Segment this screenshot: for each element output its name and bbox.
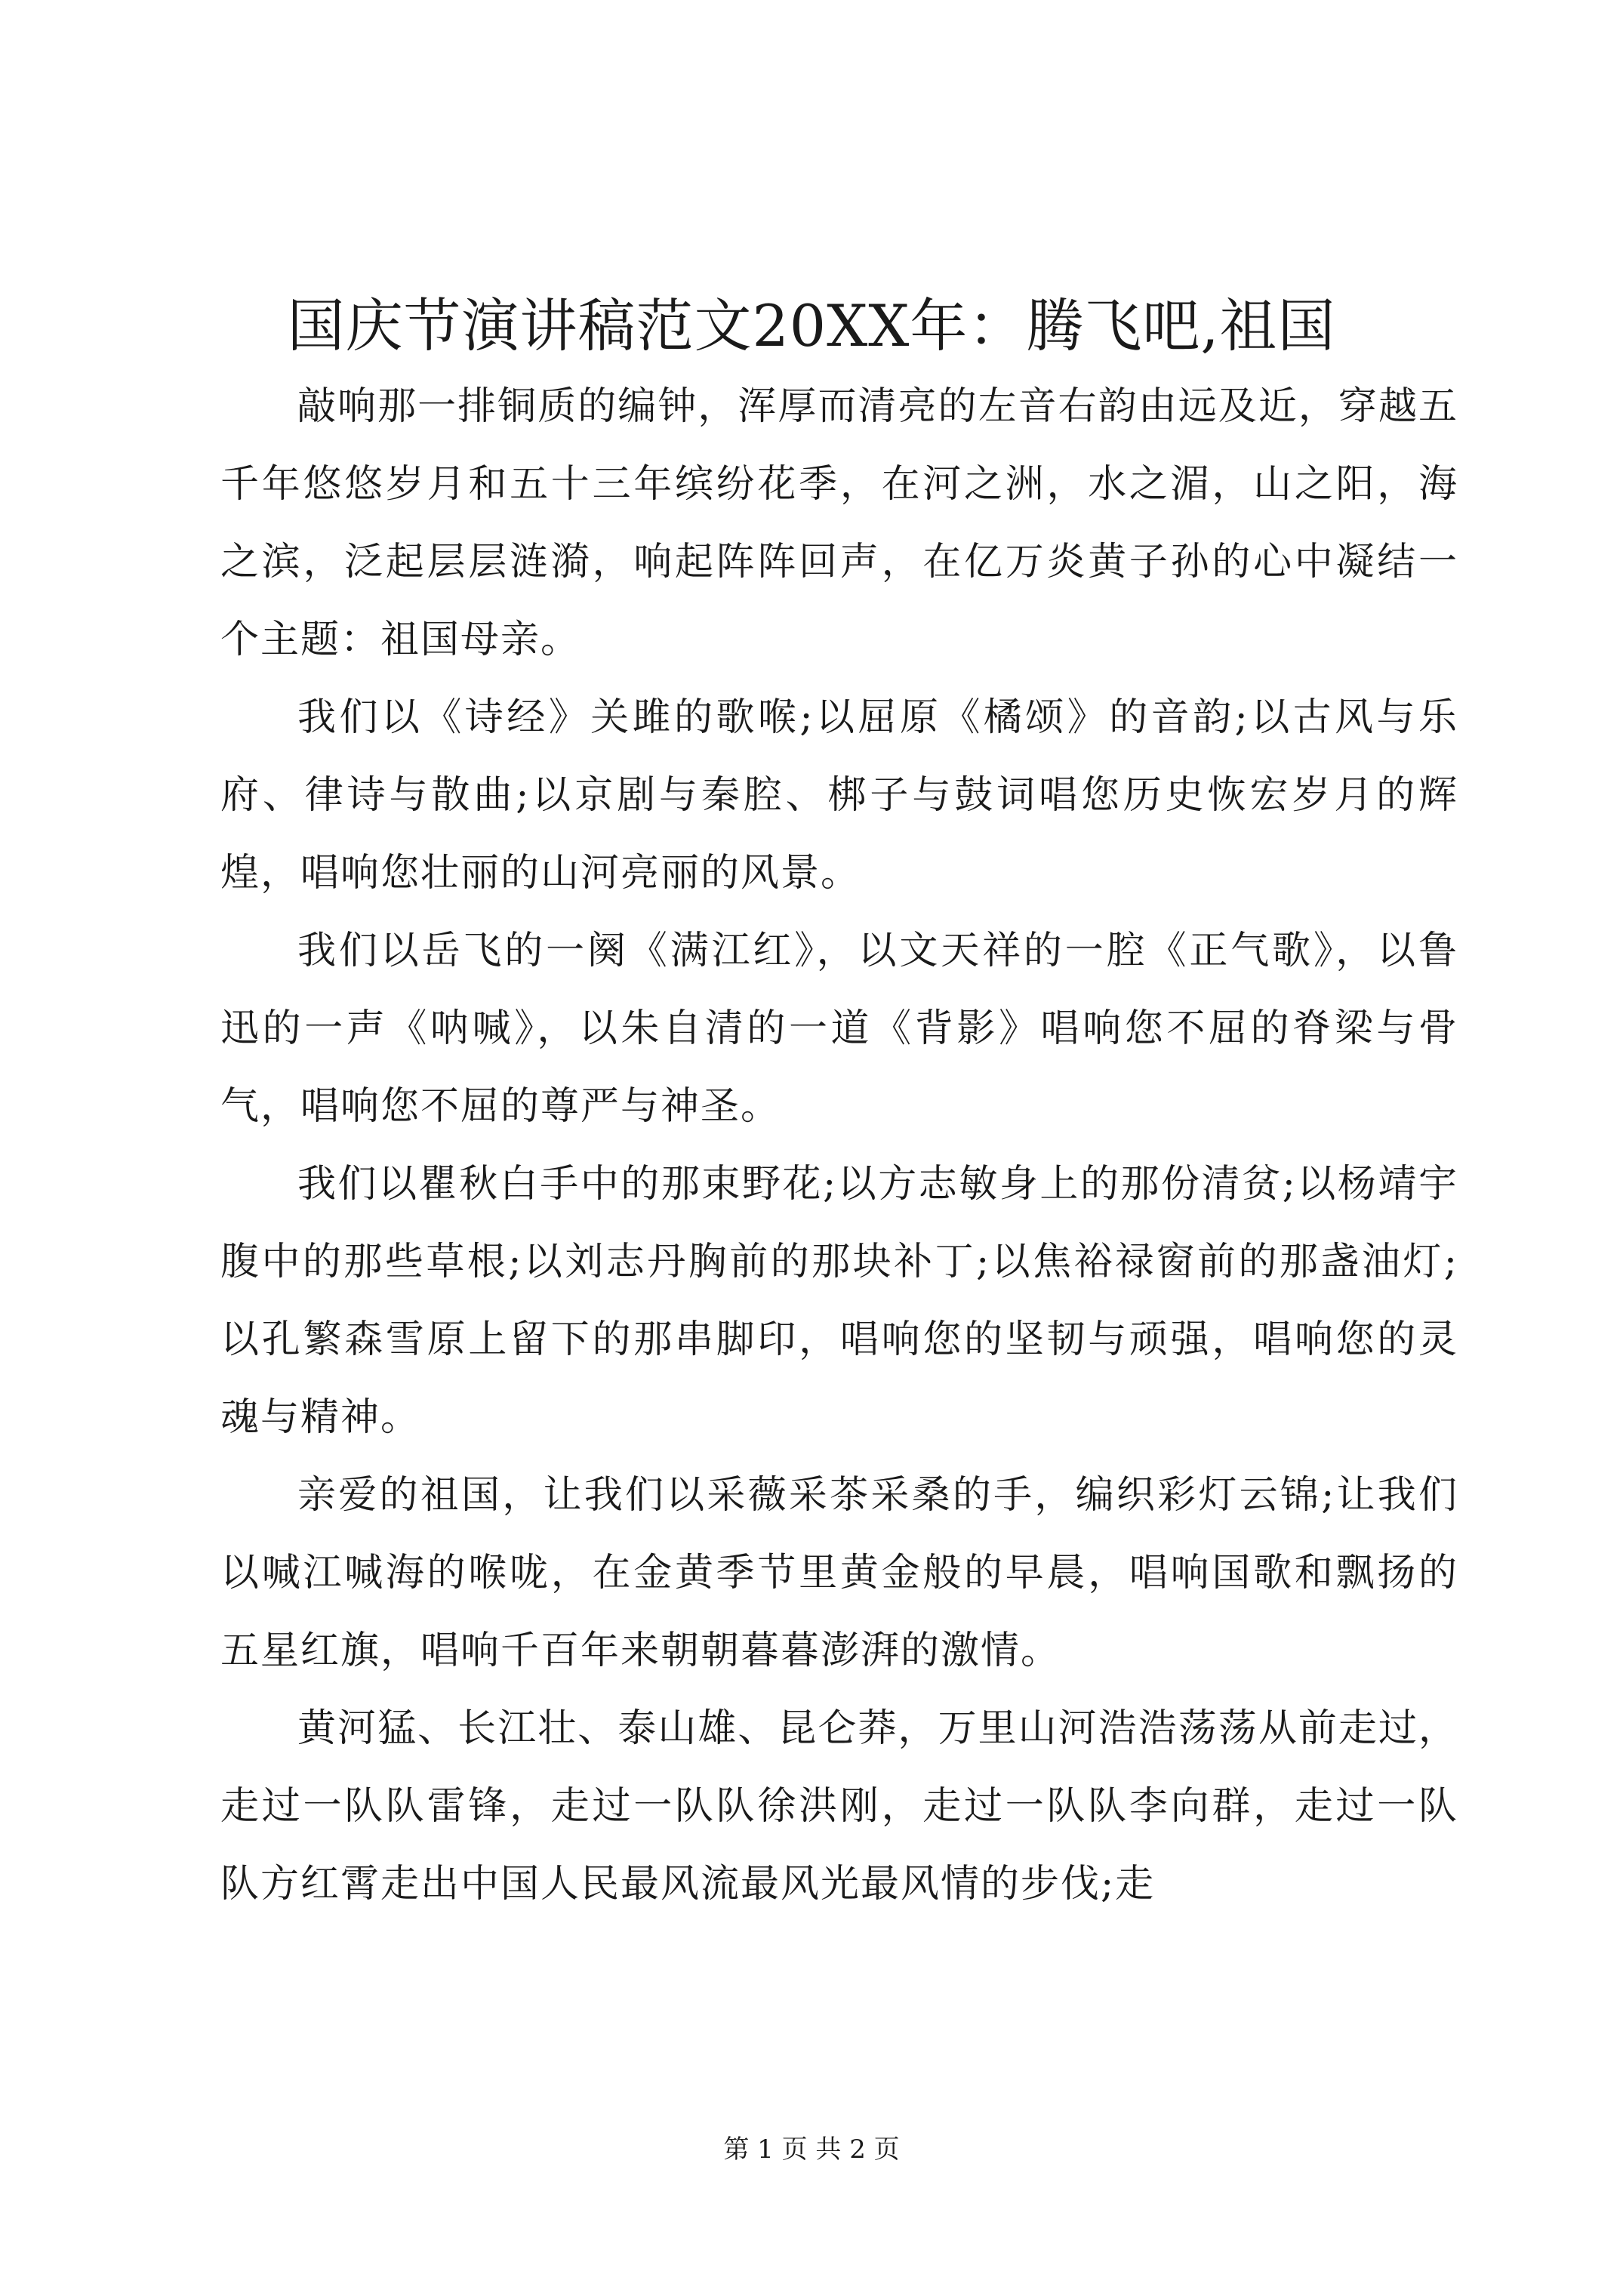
paragraph: 我们以《诗经》关雎的歌喉;以屈原《橘颂》的音韵;以古风与乐府、律诗与散曲;以京剧与秦腔、梆子与鼓词唱您历史恢宏岁月的辉煌，唱响您壮丽的山河亮丽的风景。 xyxy=(220,695,1458,895)
paragraph: 亲爱的祖国，让我们以采薇采茶采桑的手，编织彩灯云锦;让我们以喊江喊海的喉咙，在金黄季节里黄金般的早晨，唱响国歌和飘扬的五星红旗，唱响千百年来朝朝暮暮澎湃的激情。 xyxy=(220,1473,1458,1673)
document-body xyxy=(220,368,1458,1923)
paragraph: 我们以瞿秋白手中的那束野花;以方志敏身上的那份清贫;以杨靖宇腹中的那些草根;以刘志丹胸前的那块补丁;以焦裕禄窗前的那盏油灯;以孔繁森雪原上留下的那串脚印，唱响您的坚韧与顽强，唱响您的灵魂与精神。 xyxy=(220,1162,1458,1440)
document-title: 国庆节演讲稿范文20XX年：腾飞吧,祖国 xyxy=(287,292,1336,359)
page-number-footer: 第 1 页 共 2 页 xyxy=(723,2134,900,2165)
paragraph: 我们以岳飞的一阕《满江红》，以文天祥的一腔《正气歌》，以鲁迅的一声《呐喊》，以朱自清的一道《背影》唱响您不屈的脊梁与骨气，唱响您不屈的尊严与神圣。 xyxy=(220,929,1458,1129)
paragraph: 敲响那一排铜质的编钟，浑厚而清亮的左音右韵由远及近，穿越五千年悠悠岁月和五十三年缤纷花季，在河之洲，水之湄，山之阳，海之滨，泛起层层涟漪，响起阵阵回声，在亿万炎黄子孙的心中凝结一个主题：祖国母亲。 xyxy=(220,384,1458,662)
paragraph: 黄河猛、长江壮、泰山雄、昆仑莽，万里山河浩浩荡荡从前走过，走过一队队雷锋，走过一队队徐洪刚，走过一队队李向群，走过一队队方红霄走出中国人民最风流最风光最风情的步伐;走 xyxy=(220,1706,1458,1906)
